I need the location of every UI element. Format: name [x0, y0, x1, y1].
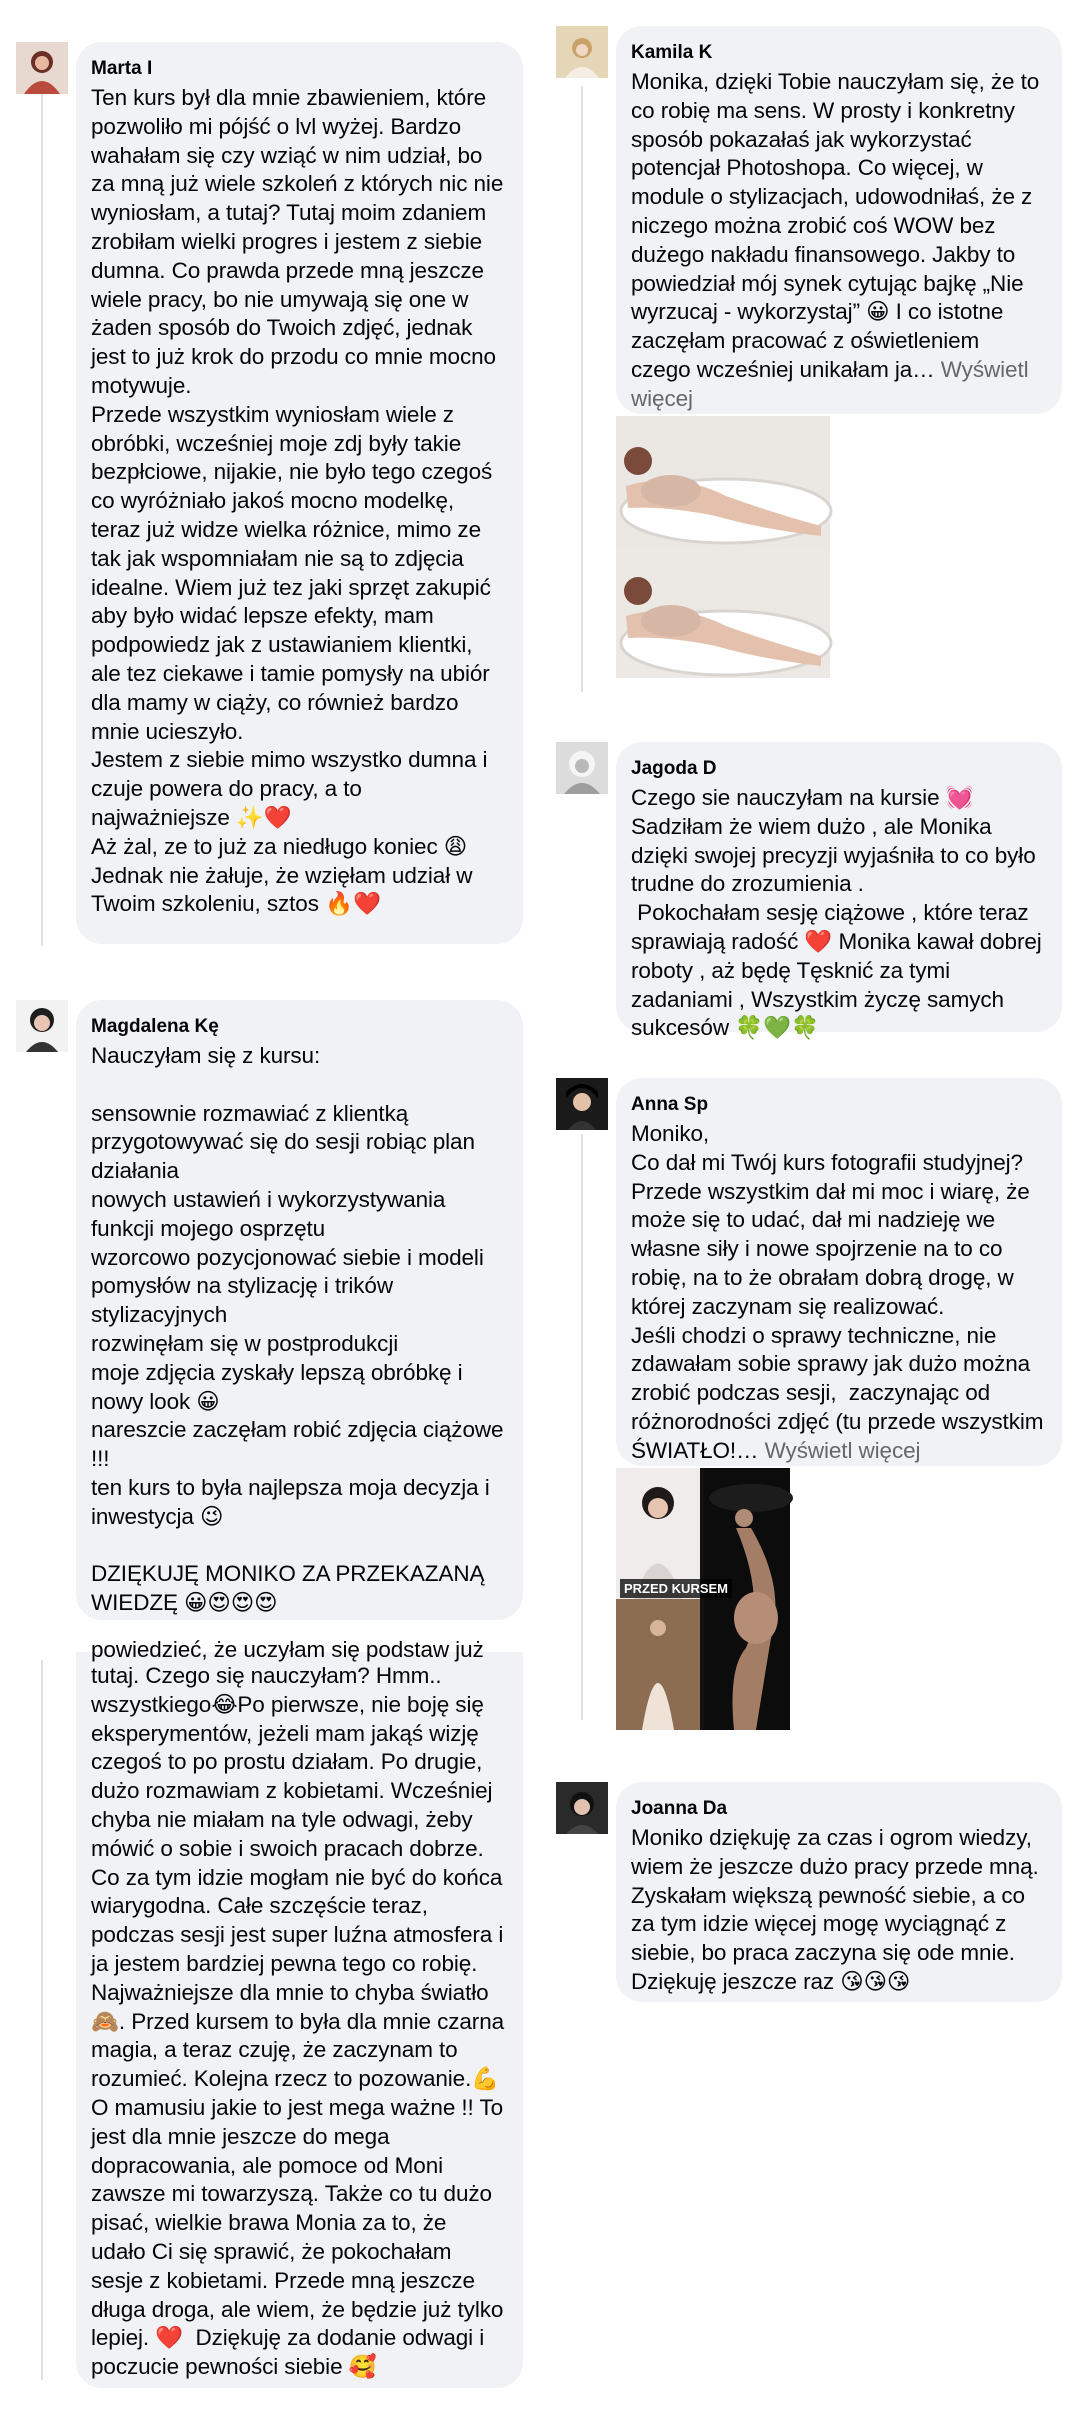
photo-label: PRZED KURSEM [620, 1579, 732, 1598]
commenter-name[interactable]: Anna Sp [631, 1094, 709, 1115]
reply-thread-line [41, 1660, 43, 2380]
avatar-photo-icon [556, 26, 608, 78]
comment-text: Moniko, Co dał mi Twój kurs fotografii studyjnej? Przede wszystkim dał mi moc i wiarę, że może się to udać, dał mi nadzieję we własne siły i nowe spojrzenie na to co robię, na to że obrałam dobrą drogę, w której zaczynam się realizować. Jeśli chodzi o sprawy techniczne, nie zdawałam sobie sprawy jak dużo można zrobić podczas sesji, zaczynając od różnorodności zdjęć (tu przede wszystkim ŚWIATŁO!… Wyświetl więcej [631, 1121, 1044, 1463]
avatar-photo-icon [556, 1078, 608, 1130]
avatar-anna[interactable] [556, 1078, 608, 1130]
comment-bubble-anna [616, 1078, 1062, 1466]
avatar-photo-icon [16, 1000, 68, 1052]
commenter-name[interactable]: Jagoda D [631, 758, 717, 779]
reply-thread-line [581, 86, 583, 692]
comment-text: Czego sie nauczyłam na kursie 💓 Sadziłam że wiem dużo , ale Monika dzięki swojej precyzji wyjaśniła to co było trudne do zrozumienia . Pokochałam sesję ciążowe , które teraz sprawiają radość ❤️ Monika kawał dobrej roboty , aż będę Tęsknić za tymi zadaniami , Wszystkim życzę samych sukcesów 🍀💚🍀 [631, 785, 1042, 1041]
comment-text: Nauczyłam się z kursu: sensownie rozmawiać z klientką przygotowywać się do sesji robiąc plan działania nowych ustawień i wykorzystywania funkcji mojego osprzętu wzorcowo pozycjonować siebie i modeli pomysłów na stylizację i trików stylizacyjnych rozwinęłam się w postprodukcji moje zdjęcia zyskały lepszą obróbkę i nowy look 😀 nareszcie zaczęłam robić zdjęcia ciążowe !!! ten kurs to była najlepsza moja decyzja i inwestycja 😉 DZIĘKUJĘ MONIKO ZA PRZEKAZANĄ WIEDZĘ 😀😍😍😍 [91, 1043, 504, 1616]
reply-thread-line [581, 1134, 583, 1720]
avatar-kamila[interactable] [556, 26, 608, 78]
see-more-link[interactable]: Wyświetl więcej [631, 356, 1035, 411]
comment-text: tutaj. Czego się nauczyłam? Hmm.. wszystkiego😂Po pierwsze, nie boję się eksperymentów, jeżeli mam jakąś wizję czegoś to po prostu działam. Po drugie, dużo rozmawiam z kobietami. Wcześniej chyba nie miałam na tyle odwagi, żeby mówić o sobie i swoich pracach dobrze. Co za tym idzie mogłam nie być do końca wiarygodna. Całe szczęście teraz, podczas sesji jest super luźna atmosfera i ja jestem bardziej pewna tego co robię. Najważniejsze dla mnie to chyba światło 🙈. Przed kursem to była dla mnie czarna magia, a teraz czuję, że zaczynam to rozumieć. Kolejna rzecz to pozowanie.💪O mamusiu jakie to jest mega ważne !! To jest dla mnie jeszcze do mega dopracowania, ale pomoce od Moni zawsze mi towarzyszą. Także co tu dużo pisać, wielkie brawa Monia za to, że udało Ci się sprawić, że pokochałam sesje z kobietami. Przede mną jeszcze długa droga, ale wiem, że będzie już tylko lepiej. ❤️ Dziękuję za dodanie odwagi i poczucie pewności siebie 🥰 [91, 1663, 511, 2380]
comment-text: Monika, dzięki Tobie nauczyłam się, że to co robię ma sens. W prosty i konkretny sposób pokazałaś jak wykorzystać potencjał Photoshopa. Co więcej, w module o stylizacjach, udowodniłaś, że z niczego można zrobić coś WOW bez dużego nakładu finansowego. Jakby to powiedział mój synek cytując bajkę „Nie wyrzucaj - wykorzystaj” 😀 I co istotne zaczęłam pracować z oświetleniem czego wcześniej unikałam ja… Wyświetl więcej [631, 69, 1046, 411]
before-after-photo-icon [616, 1468, 790, 1730]
comment-bubble-magdalena [76, 1000, 523, 1620]
comment-text-cut: powiedzieć, że uczyłam się podstaw już [91, 1637, 484, 1662]
avatar-photo-icon [16, 42, 68, 94]
avatar-magdalena[interactable] [16, 1000, 68, 1052]
avatar-joanna[interactable] [556, 1782, 608, 1834]
maternity-photo-icon [616, 416, 830, 678]
avatar-jagoda[interactable] [556, 742, 608, 794]
reply-thread-line [41, 86, 43, 946]
commenter-name[interactable]: Kamila K [631, 42, 713, 63]
commenter-name[interactable]: Joanna Da [631, 1798, 728, 1819]
comment-text: Ten kurs był dla mnie zbawieniem, które pozwoliło mi pójść o lvl wyżej. Bardzo wahałam się czy wziąć w nim udział, bo za mną już wiele szkoleń z których nic nie wyniosłam, a tutaj? Tutaj moim zdaniem zrobiłam wielki progres i jestem z siebie dumna. Co prawda przede mną jeszcze wiele pracy, bo nie umywają się one w żaden sposób do Twoich zdjęć, jednak jest to już krok do przodu co mnie mocno motywuje. Przede wszystkim wyniosłam wiele z obróbki, wcześniej moje zdj były takie bezpłciowe, nijakie, nie było tego czegoś co wyróżniało jakoś mocno modelkę, teraz już widze wielka różnice, mimo ze tak jak wspomniałam nie są to zdjęcia idealne. Wiem już tez jaki sprzęt zakupić aby było widać lepsze efekty, mam podpowiedz jak z ustawianiem klientki, ale tez ciekawe i tamie pomysły na ubiór dla mamy w ciąży, co również bardzo mnie ucieszyło. Jestem z siebie mimo wszystko dumna i czuje powera do pracy, a to najważniejsze ✨❤️ Aż żal, ze to już za niedługo koniec 😩 Jednak nie żałuje, że wzięłam udział w Twoim szkoleniu, sztos 🔥❤️ [91, 85, 504, 917]
comment-image-kamila[interactable] [616, 416, 830, 678]
comment-text: Moniko dziękuję za czas i ogrom wiedzy, wiem że jeszcze dużo pracy przede mną. Zyskałam większą pewność siebie, a co za tym idzie więcej mogę wyciągnąć z siebie, bo praca zaczyna się ode mnie. Dziękuję jeszcze raz 😘😘😘 [631, 1825, 1045, 1994]
comment-bubble-joanna [616, 1782, 1062, 2002]
commenter-name[interactable]: Marta I [91, 58, 153, 79]
comment-bubble-jagoda [616, 742, 1062, 1041]
comment-bubble-marta [76, 42, 523, 944]
comment-image-anna[interactable] [616, 1468, 790, 1730]
see-more-link[interactable]: Wyświetl więcej [758, 1437, 921, 1463]
commenter-name[interactable]: Magdalena Kę [91, 1016, 219, 1037]
avatar-photo-icon [556, 742, 608, 794]
comment-bubble-continued [76, 1637, 523, 2388]
comment-bubble-kamila [616, 26, 1062, 414]
avatar-marta[interactable] [16, 42, 68, 94]
avatar-photo-icon [556, 1782, 608, 1834]
